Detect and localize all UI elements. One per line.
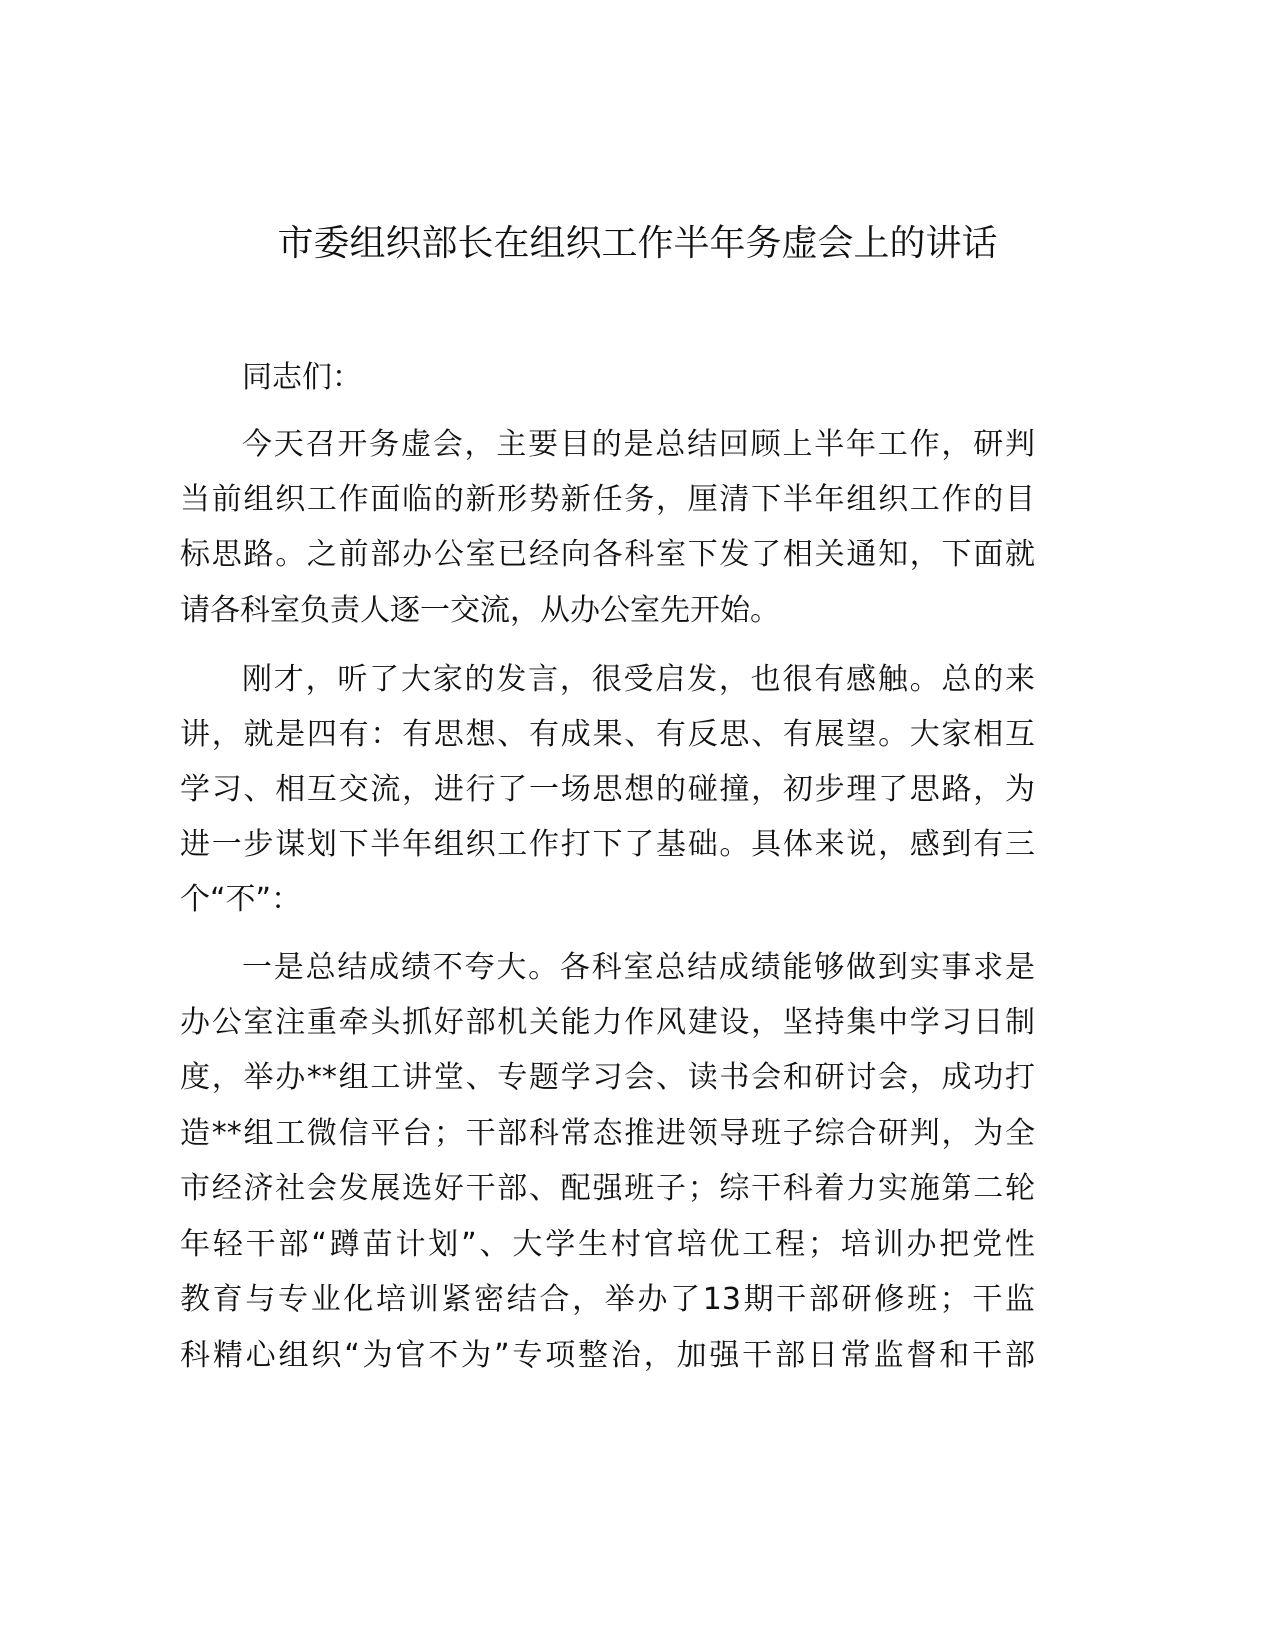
text-line: 个“不”： <box>180 882 302 917</box>
text-line: 度，举办**组工讲堂、专题学习会、读书会和研讨会，成功打 <box>180 1060 1035 1095</box>
text-line: 刚才，听了大家的发言，很受启发，也很有感触。总的来 <box>242 662 1035 697</box>
text-line: 一是总结成绩不夸大。各科室总结成绩能够做到实事求是 <box>242 950 1035 985</box>
text-line: 今天召开务虚会，主要目的是总结回顾上半年工作，研判 <box>242 427 1035 462</box>
text-line: 办公室注重牵头抓好部机关能力作风建设，坚持集中学习日制 <box>180 1005 1035 1040</box>
text-line: 学习、相互交流，进行了一场思想的碰撞，初步理了思路，为 <box>180 772 1035 807</box>
greeting: 同志们： <box>242 360 362 395</box>
text-line: 讲，就是四有：有思想、有成果、有反思、有展望。大家相互 <box>180 717 1035 752</box>
text-line: 标思路。之前部办公室已经向各科室下发了相关通知，下面就 <box>180 537 1035 572</box>
text-line: 教育与专业化培训紧密结合，举办了13期干部研修班；干监 <box>180 1282 1035 1317</box>
text-line: 当前组织工作面临的新形势新任务，厘清下半年组织工作的目 <box>180 482 1035 517</box>
text-line: 年轻干部“蹲苗计划”、大学生村官培优工程；培训办把党性 <box>180 1227 1035 1262</box>
text-line: 进一步谋划下半年组织工作打下了基础。具体来说，感到有三 <box>180 827 1035 862</box>
document-title: 市委组织部长在组织工作半年务虚会上的讲话 <box>277 223 998 264</box>
text-line: 科精心组织“为官不为”专项整治，加强干部日常监督和干部 <box>180 1338 1035 1373</box>
text-line: 请各科室负责人逐一交流，从办公室先开始。 <box>180 593 780 628</box>
text-line: 市经济社会发展选好干部、配强班子；综干科着力实施第二轮 <box>180 1171 1035 1206</box>
text-line: 造**组工微信平台；干部科常态推进领导班子综合研判，为全 <box>180 1116 1035 1151</box>
